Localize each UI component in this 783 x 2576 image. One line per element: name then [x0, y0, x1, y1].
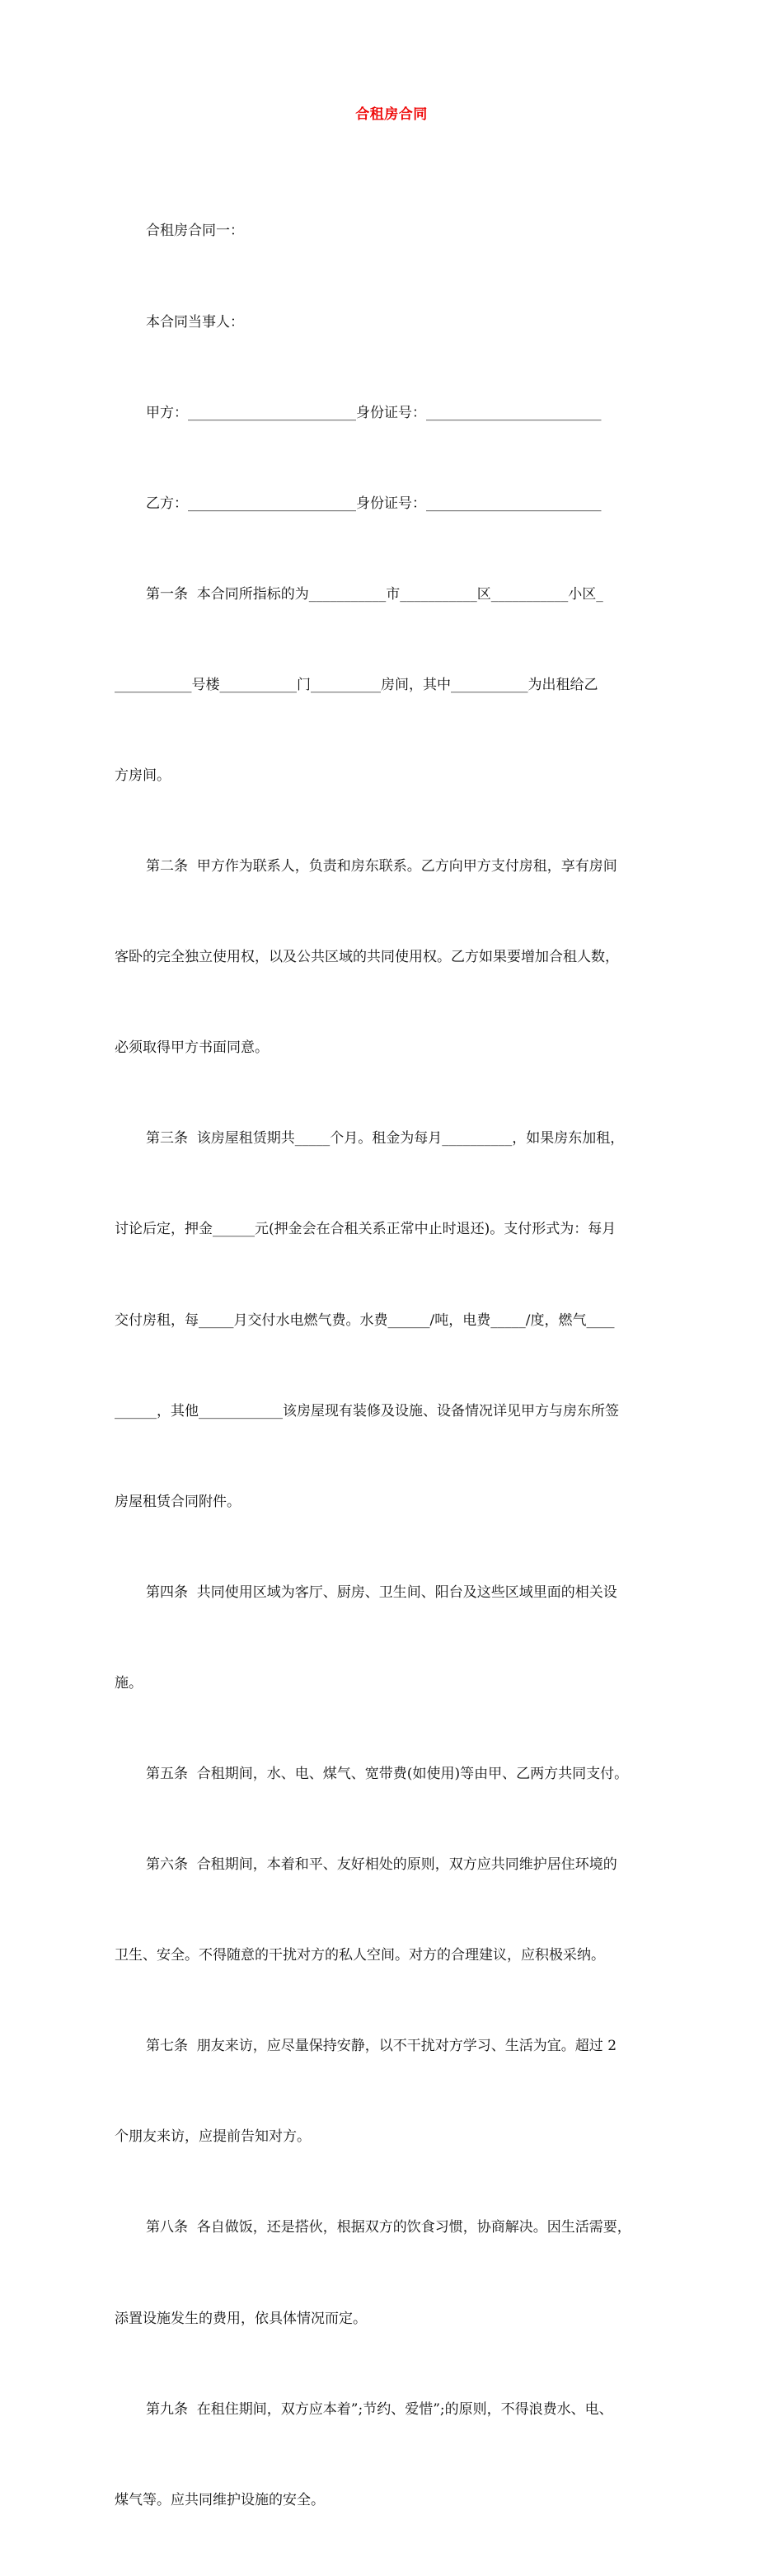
contract-line: 第八条 各自做饭，还是搭伙，根据双方的饮食习惯，协商解决。因生活需要， — [146, 2219, 631, 2236]
contract-line: 第四条 共同使用区域为客厅、厨房、卫生间、阳台及这些区域里面的相关设 — [146, 1584, 617, 1601]
contract-line: 卫生、安全。不得随意的干扰对方的私人空间。对方的合理建议，应积极采纳。 — [115, 1947, 605, 1964]
contract-body — [115, 156, 670, 2576]
contract-line: ___________号楼___________门__________房间，其中___________为出租给乙 — [115, 676, 598, 693]
contract-line: 讨论后定，押金______元(押金会在合租关系正常中止时退还)。支付形式为：每月 — [115, 1221, 617, 1238]
contract-line: 第五条 合租期间，水、电、煤气、宽带费(如使用)等由甲、乙两方共同支付。 — [146, 1766, 629, 1782]
contract-line: 第六条 合租期间，本着和平、友好相处的原则，双方应共同维护居住环境的 — [146, 1856, 617, 1874]
contract-line: 必须取得甲方书面同意。 — [115, 1039, 269, 1057]
contract-line: 乙方：________________________身份证号：_________________________ — [146, 495, 602, 512]
contract-line: 第三条 该房屋租赁期共_____个月。租金为每月__________，如果房东加租， — [146, 1130, 625, 1147]
contract-line: 第二条 甲方作为联系人，负责和房东联系。乙方向甲方支付房租，享有房间 — [146, 858, 617, 875]
contract-line: 个朋友来访，应提前告知对方。 — [115, 2128, 311, 2146]
contract-line: 施。 — [115, 1674, 143, 1692]
contract-line: 方房间。 — [115, 767, 171, 784]
contract-line: 客卧的完全独立使用权，以及公共区域的共同使用权。乙方如果要增加合租人数， — [115, 949, 619, 966]
contract-line: 甲方：________________________身份证号：_________________________ — [146, 404, 602, 421]
contract-line: 交付房租，每_____月交付水电燃气费。水费______/吨，电费_____/度，燃气____ — [115, 1311, 615, 1329]
contract-line: 第一条 本合同所指标的为___________市___________区___________小区_ — [146, 585, 603, 603]
contract-line: 本合同当事人： — [146, 313, 244, 331]
document-title: 合租房合同 — [355, 106, 428, 123]
contract-line: 煤气等。应共同维护设施的安全。 — [115, 2491, 325, 2508]
contract-line: 第七条 朋友来访，应尽量保持安静，以不干扰对方学习、生活为宜。超过 2 — [146, 2038, 617, 2055]
contract-line: ______，其他____________该房屋现有装修及设施、设备情况详见甲方与房东所签 — [115, 1402, 619, 1419]
contract-line: 房屋租赁合同附件。 — [115, 1493, 241, 1510]
contract-line: 合租房合同一： — [146, 223, 244, 240]
contract-line: 第九条 在租住期间，双方应本着”;节约、爱惜”;的原则，不得浪费水、电、 — [146, 2400, 613, 2418]
contract-line: 添置设施发生的费用，依具体情况而定。 — [115, 2310, 367, 2327]
